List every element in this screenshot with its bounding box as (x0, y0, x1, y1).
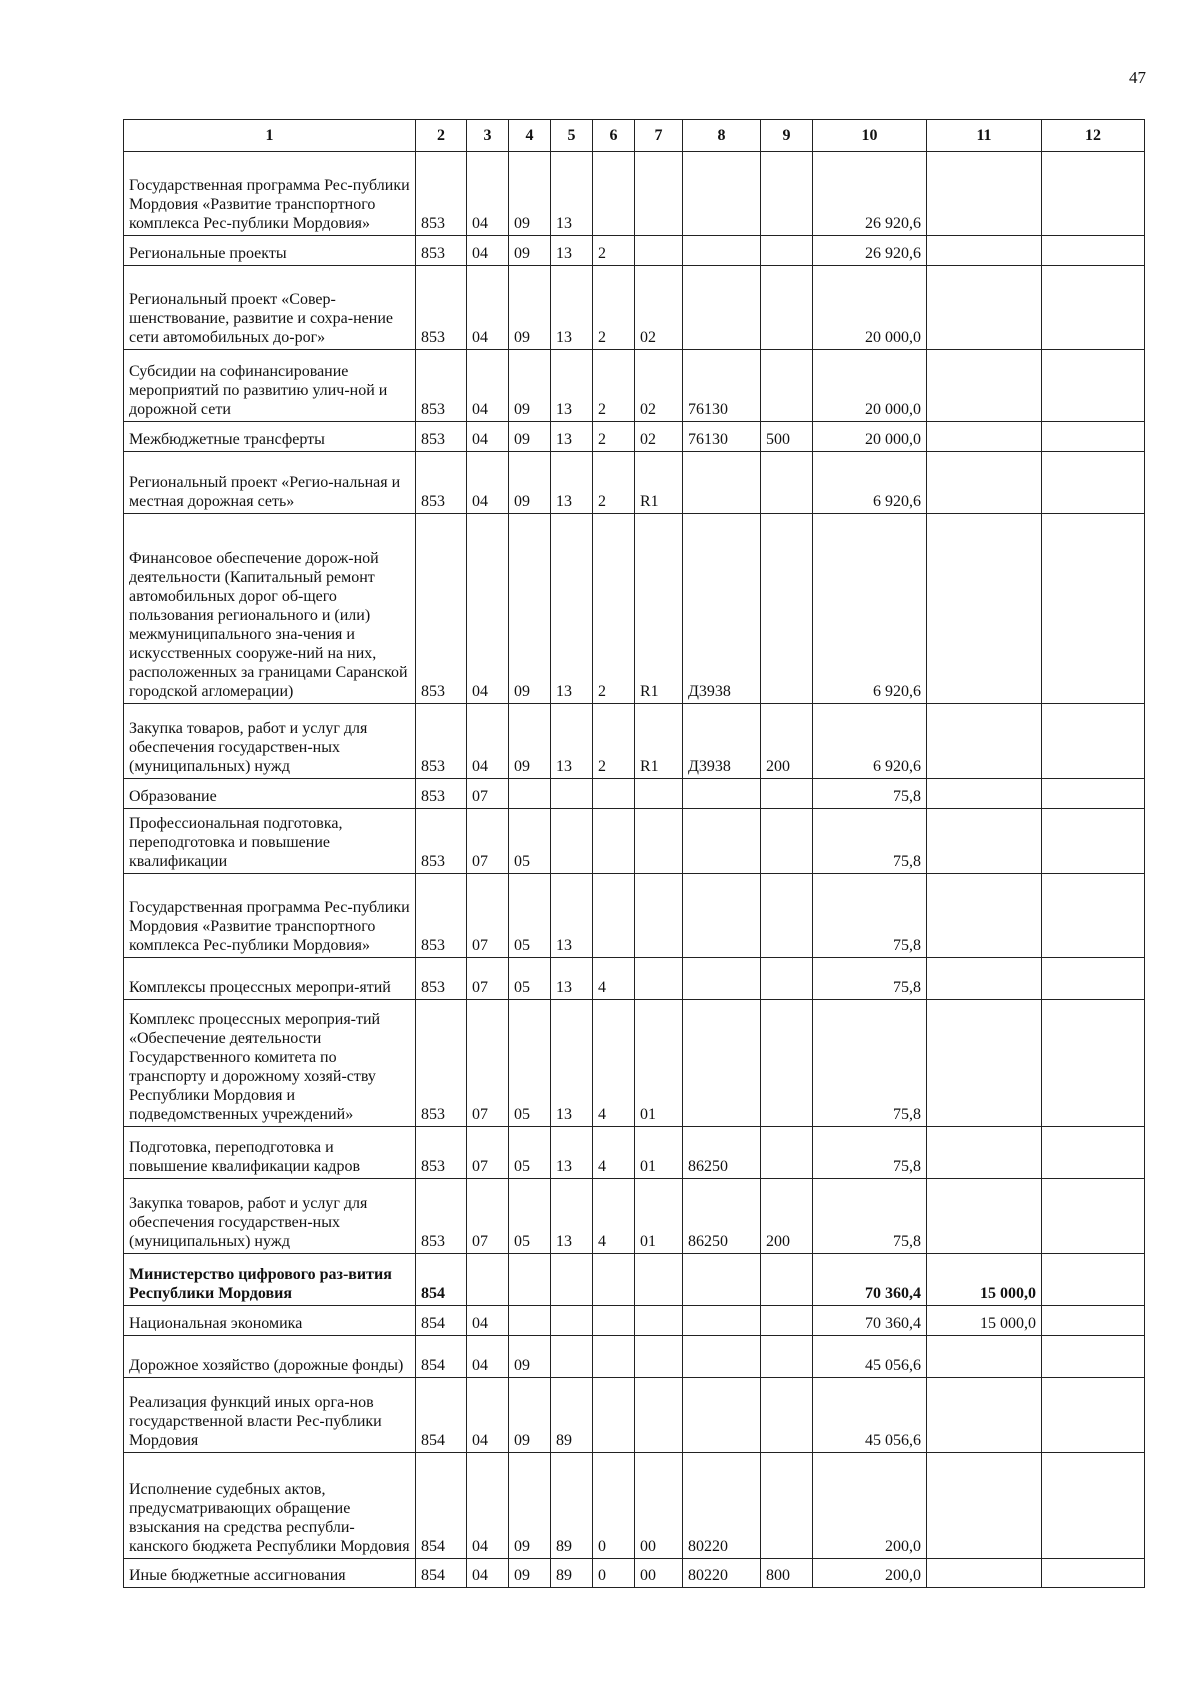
amount-col-11 (927, 1559, 1042, 1588)
section-code: 07 (467, 958, 509, 1000)
project-code (635, 874, 683, 958)
row-name: Исполнение судебных актов, предусматривающих обращение взыскания на средства республи-канского бюджета Республики Мордовия (124, 1453, 416, 1559)
subsection-code: 09 (509, 704, 551, 779)
direction-code: 80220 (683, 1453, 761, 1559)
ministry-code: 853 (416, 779, 467, 809)
section-code: 04 (467, 1336, 509, 1378)
col-header-2: 2 (416, 120, 467, 152)
direction-code: 86250 (683, 1127, 761, 1179)
table-row (124, 1559, 1145, 1588)
subsection-code: 05 (509, 1179, 551, 1254)
amount-col-10: 26 920,6 (813, 236, 927, 266)
amount-col-11 (927, 1336, 1042, 1378)
budget-table (123, 119, 1145, 1588)
program-code: 13 (551, 266, 593, 350)
ministry-code: 853 (416, 266, 467, 350)
direction-code: Д3938 (683, 514, 761, 704)
row-name: Дорожное хозяйство (дорожные фонды) (124, 1336, 416, 1378)
subprogram-code: 0 (593, 1559, 635, 1588)
subsection-code: 09 (509, 1336, 551, 1378)
amount-col-11: 15 000,0 (927, 1306, 1042, 1336)
subprogram-code: 2 (593, 704, 635, 779)
col-header-7: 7 (635, 120, 683, 152)
project-code: 01 (635, 1179, 683, 1254)
amount-col-10: 200,0 (813, 1559, 927, 1588)
direction-code: 80220 (683, 1559, 761, 1588)
col-header-11: 11 (927, 120, 1042, 152)
amount-col-10: 200,0 (813, 1453, 927, 1559)
amount-col-12 (1042, 1127, 1145, 1179)
expense-type-code (761, 1453, 813, 1559)
subprogram-code: 2 (593, 350, 635, 422)
amount-col-10: 75,8 (813, 874, 927, 958)
ministry-code: 854 (416, 1453, 467, 1559)
expense-type-code (761, 1306, 813, 1336)
subprogram-code (593, 152, 635, 236)
subprogram-code (593, 1306, 635, 1336)
amount-col-11 (927, 452, 1042, 514)
subsection-code: 09 (509, 452, 551, 514)
row-name: Закупка товаров, работ и услуг для обеспечения государствен-ных (муниципальных) нужд (124, 1179, 416, 1254)
subprogram-code (593, 779, 635, 809)
table-row (124, 1179, 1145, 1254)
program-code (551, 1254, 593, 1306)
row-name: Государственная программа Рес-публики Мордовия «Развитие транспортного комплекса Рес-публики Мордовия» (124, 152, 416, 236)
table-row (124, 1254, 1145, 1306)
subprogram-code: 4 (593, 1127, 635, 1179)
amount-col-11 (927, 958, 1042, 1000)
subprogram-code (593, 1336, 635, 1378)
program-code: 13 (551, 152, 593, 236)
program-code: 13 (551, 874, 593, 958)
expense-type-code (761, 1254, 813, 1306)
amount-col-12 (1042, 779, 1145, 809)
row-name: Закупка товаров, работ и услуг для обеспечения государствен-ных (муниципальных) нужд (124, 704, 416, 779)
row-name: Профессиональная подготовка, переподготовка и повышение квалификации (124, 809, 416, 874)
ministry-code: 853 (416, 514, 467, 704)
amount-col-12 (1042, 874, 1145, 958)
table-row (124, 152, 1145, 236)
amount-col-10: 20 000,0 (813, 422, 927, 452)
program-code: 13 (551, 958, 593, 1000)
amount-col-10: 6 920,6 (813, 704, 927, 779)
project-code (635, 1306, 683, 1336)
amount-col-12 (1042, 266, 1145, 350)
direction-code (683, 809, 761, 874)
table-row (124, 1306, 1145, 1336)
col-header-5: 5 (551, 120, 593, 152)
direction-code (683, 1000, 761, 1127)
section-code: 04 (467, 1453, 509, 1559)
table-row (124, 809, 1145, 874)
program-code: 13 (551, 1127, 593, 1179)
amount-col-12 (1042, 422, 1145, 452)
subsection-code: 09 (509, 236, 551, 266)
project-code: 02 (635, 266, 683, 350)
amount-col-12 (1042, 958, 1145, 1000)
amount-col-12 (1042, 1254, 1145, 1306)
amount-col-11 (927, 809, 1042, 874)
amount-col-10: 6 920,6 (813, 514, 927, 704)
row-name: Иные бюджетные ассигнования (124, 1559, 416, 1588)
direction-code: 76130 (683, 422, 761, 452)
row-name: Национальная экономика (124, 1306, 416, 1336)
expense-type-code: 500 (761, 422, 813, 452)
table-row (124, 266, 1145, 350)
ministry-code: 853 (416, 1127, 467, 1179)
section-code: 04 (467, 422, 509, 452)
amount-col-10: 45 056,6 (813, 1378, 927, 1453)
subsection-code (509, 1306, 551, 1336)
expense-type-code (761, 1378, 813, 1453)
header-row (124, 120, 1145, 152)
expense-type-code (761, 350, 813, 422)
program-code: 89 (551, 1453, 593, 1559)
amount-col-12 (1042, 1000, 1145, 1127)
row-name: Государственная программа Рес-публики Мордовия «Развитие транспортного комплекса Рес-публики Мордовия» (124, 874, 416, 958)
ministry-code: 854 (416, 1254, 467, 1306)
table-row (124, 958, 1145, 1000)
ministry-code: 854 (416, 1336, 467, 1378)
project-code: R1 (635, 514, 683, 704)
ministry-code: 853 (416, 236, 467, 266)
table-row (124, 350, 1145, 422)
project-code (635, 1378, 683, 1453)
amount-col-12 (1042, 1179, 1145, 1254)
section-code: 04 (467, 704, 509, 779)
project-code (635, 958, 683, 1000)
project-code: 00 (635, 1453, 683, 1559)
expense-type-code: 800 (761, 1559, 813, 1588)
program-code: 13 (551, 422, 593, 452)
program-code: 89 (551, 1378, 593, 1453)
program-code: 89 (551, 1559, 593, 1588)
amount-col-11 (927, 874, 1042, 958)
section-code (467, 1254, 509, 1306)
subprogram-code: 2 (593, 422, 635, 452)
amount-col-10: 75,8 (813, 1179, 927, 1254)
amount-col-12 (1042, 1453, 1145, 1559)
program-code: 13 (551, 1000, 593, 1127)
expense-type-code: 200 (761, 704, 813, 779)
project-code: 01 (635, 1000, 683, 1127)
project-code: R1 (635, 452, 683, 514)
project-code (635, 152, 683, 236)
row-name: Реализация функций иных орга-нов государственной власти Рес-публики Мордовия (124, 1378, 416, 1453)
row-name: Межбюджетные трансферты (124, 422, 416, 452)
expense-type-code (761, 779, 813, 809)
amount-col-11 (927, 514, 1042, 704)
amount-col-11 (927, 1000, 1042, 1127)
direction-code (683, 874, 761, 958)
amount-col-11 (927, 1378, 1042, 1453)
direction-code (683, 779, 761, 809)
amount-col-11 (927, 422, 1042, 452)
direction-code (683, 1254, 761, 1306)
ministry-code: 853 (416, 958, 467, 1000)
program-code: 13 (551, 1179, 593, 1254)
table-row (124, 1000, 1145, 1127)
subsection-code: 09 (509, 1378, 551, 1453)
ministry-code: 853 (416, 350, 467, 422)
amount-col-12 (1042, 1336, 1145, 1378)
subprogram-code: 2 (593, 514, 635, 704)
row-name: Министерство цифрового раз-вития Республики Мордовия (124, 1254, 416, 1306)
row-name: Комплекс процессных мероприя-тий «Обеспечение деятельности Государственного комитета по транспорту и дорожному хозяй-ству Республики Мордовия и подведомственных учреждений» (124, 1000, 416, 1127)
expense-type-code (761, 1336, 813, 1378)
row-name: Региональный проект «Регио-нальная и местная дорожная сеть» (124, 452, 416, 514)
project-code (635, 236, 683, 266)
col-header-9: 9 (761, 120, 813, 152)
amount-col-12 (1042, 809, 1145, 874)
expense-type-code: 200 (761, 1179, 813, 1254)
ministry-code: 853 (416, 1000, 467, 1127)
row-name: Региональные проекты (124, 236, 416, 266)
section-code: 07 (467, 874, 509, 958)
amount-col-11 (927, 1127, 1042, 1179)
subprogram-code (593, 874, 635, 958)
project-code: 00 (635, 1559, 683, 1588)
subsection-code: 05 (509, 958, 551, 1000)
section-code: 04 (467, 266, 509, 350)
col-header-4: 4 (509, 120, 551, 152)
amount-col-12 (1042, 1559, 1145, 1588)
col-header-8: 8 (683, 120, 761, 152)
expense-type-code (761, 1127, 813, 1179)
subprogram-code (593, 1254, 635, 1306)
subsection-code: 09 (509, 1453, 551, 1559)
amount-col-11 (927, 266, 1042, 350)
direction-code (683, 452, 761, 514)
program-code (551, 1306, 593, 1336)
row-name: Подготовка, переподготовка и повышение квалификации кадров (124, 1127, 416, 1179)
table-row (124, 514, 1145, 704)
col-header-1: 1 (124, 120, 416, 152)
project-code (635, 809, 683, 874)
subsection-code (509, 1254, 551, 1306)
ministry-code: 853 (416, 704, 467, 779)
amount-col-12 (1042, 1378, 1145, 1453)
subsection-code: 05 (509, 874, 551, 958)
expense-type-code (761, 236, 813, 266)
subsection-code: 09 (509, 514, 551, 704)
amount-col-11 (927, 236, 1042, 266)
row-name: Образование (124, 779, 416, 809)
section-code: 04 (467, 350, 509, 422)
direction-code: 86250 (683, 1179, 761, 1254)
amount-col-10: 45 056,6 (813, 1336, 927, 1378)
ministry-code: 854 (416, 1559, 467, 1588)
row-name: Комплексы процессных меропри-ятий (124, 958, 416, 1000)
direction-code (683, 958, 761, 1000)
direction-code (683, 1336, 761, 1378)
col-header-12: 12 (1042, 120, 1145, 152)
table-row (124, 452, 1145, 514)
table-row (124, 422, 1145, 452)
direction-code: Д3938 (683, 704, 761, 779)
table-row (124, 236, 1145, 266)
program-code: 13 (551, 704, 593, 779)
direction-code: 76130 (683, 350, 761, 422)
amount-col-11 (927, 779, 1042, 809)
project-code (635, 1336, 683, 1378)
col-header-10: 10 (813, 120, 927, 152)
subsection-code: 09 (509, 266, 551, 350)
subprogram-code: 2 (593, 452, 635, 514)
project-code (635, 779, 683, 809)
table-body (124, 152, 1145, 1588)
amount-col-10: 70 360,4 (813, 1306, 927, 1336)
subsection-code: 09 (509, 350, 551, 422)
ministry-code: 854 (416, 1378, 467, 1453)
expense-type-code (761, 266, 813, 350)
program-code: 13 (551, 236, 593, 266)
program-code: 13 (551, 514, 593, 704)
section-code: 07 (467, 1127, 509, 1179)
project-code: 01 (635, 1127, 683, 1179)
subprogram-code (593, 1378, 635, 1453)
amount-col-11 (927, 1453, 1042, 1559)
amount-col-12 (1042, 236, 1145, 266)
subsection-code: 05 (509, 1127, 551, 1179)
amount-col-10: 75,8 (813, 1127, 927, 1179)
amount-col-11 (927, 350, 1042, 422)
amount-col-10: 6 920,6 (813, 452, 927, 514)
section-code: 04 (467, 1559, 509, 1588)
row-name: Региональный проект «Совер-шенствование, развитие и сохра-нение сети автомобильных до-рог» (124, 266, 416, 350)
section-code: 07 (467, 1179, 509, 1254)
section-code: 04 (467, 236, 509, 266)
expense-type-code (761, 874, 813, 958)
direction-code (683, 236, 761, 266)
subprogram-code: 4 (593, 958, 635, 1000)
direction-code (683, 152, 761, 236)
amount-col-12 (1042, 152, 1145, 236)
subsection-code: 09 (509, 152, 551, 236)
amount-col-12 (1042, 1306, 1145, 1336)
subsection-code: 05 (509, 1000, 551, 1127)
program-code: 13 (551, 452, 593, 514)
amount-col-10: 70 360,4 (813, 1254, 927, 1306)
table-row (124, 1378, 1145, 1453)
section-code: 07 (467, 779, 509, 809)
subprogram-code: 2 (593, 236, 635, 266)
section-code: 07 (467, 809, 509, 874)
amount-col-11 (927, 704, 1042, 779)
project-code: R1 (635, 704, 683, 779)
expense-type-code (761, 514, 813, 704)
expense-type-code (761, 152, 813, 236)
subsection-code: 09 (509, 1559, 551, 1588)
ministry-code: 853 (416, 152, 467, 236)
amount-col-11: 15 000,0 (927, 1254, 1042, 1306)
amount-col-12 (1042, 350, 1145, 422)
amount-col-10: 75,8 (813, 779, 927, 809)
amount-col-10: 75,8 (813, 958, 927, 1000)
ministry-code: 853 (416, 422, 467, 452)
table-row (124, 1336, 1145, 1378)
row-name: Субсидии на софинансирование мероприятий по развитию улич-ной и дорожной сети (124, 350, 416, 422)
direction-code (683, 1306, 761, 1336)
amount-col-11 (927, 152, 1042, 236)
expense-type-code (761, 809, 813, 874)
amount-col-11 (927, 1179, 1042, 1254)
section-code: 04 (467, 152, 509, 236)
amount-col-10: 20 000,0 (813, 350, 927, 422)
table-row (124, 1127, 1145, 1179)
ministry-code: 853 (416, 874, 467, 958)
amount-col-10: 20 000,0 (813, 266, 927, 350)
row-name: Финансовое обеспечение дорож-ной деятельности (Капитальный ремонт автомобильных дорог об-щего пользования регионального и (или) межмуниципального зна-чения и искусственных сооруже-ний на них, расположенных за границами Саранской городской агломерации) (124, 514, 416, 704)
section-code: 07 (467, 1000, 509, 1127)
program-code: 13 (551, 350, 593, 422)
page-number: 47 (1129, 68, 1146, 87)
ministry-code: 853 (416, 1179, 467, 1254)
table-row (124, 704, 1145, 779)
col-header-3: 3 (467, 120, 509, 152)
program-code (551, 809, 593, 874)
project-code (635, 1254, 683, 1306)
subprogram-code: 4 (593, 1179, 635, 1254)
table-row (124, 874, 1145, 958)
subprogram-code: 0 (593, 1453, 635, 1559)
section-code: 04 (467, 452, 509, 514)
amount-col-12 (1042, 514, 1145, 704)
table-row (124, 1453, 1145, 1559)
ministry-code: 853 (416, 809, 467, 874)
ministry-code: 853 (416, 452, 467, 514)
ministry-code: 854 (416, 1306, 467, 1336)
project-code: 02 (635, 350, 683, 422)
subprogram-code: 4 (593, 1000, 635, 1127)
subsection-code: 05 (509, 809, 551, 874)
col-header-6: 6 (593, 120, 635, 152)
direction-code (683, 266, 761, 350)
amount-col-10: 75,8 (813, 809, 927, 874)
subsection-code (509, 779, 551, 809)
program-code (551, 1336, 593, 1378)
amount-col-10: 26 920,6 (813, 152, 927, 236)
amount-col-10: 75,8 (813, 1000, 927, 1127)
program-code (551, 779, 593, 809)
section-code: 04 (467, 514, 509, 704)
section-code: 04 (467, 1378, 509, 1453)
subsection-code: 09 (509, 422, 551, 452)
table-row (124, 779, 1145, 809)
expense-type-code (761, 958, 813, 1000)
subprogram-code: 2 (593, 266, 635, 350)
project-code: 02 (635, 422, 683, 452)
expense-type-code (761, 452, 813, 514)
amount-col-12 (1042, 452, 1145, 514)
amount-col-12 (1042, 704, 1145, 779)
expense-type-code (761, 1000, 813, 1127)
section-code: 04 (467, 1306, 509, 1336)
direction-code (683, 1378, 761, 1453)
subprogram-code (593, 809, 635, 874)
